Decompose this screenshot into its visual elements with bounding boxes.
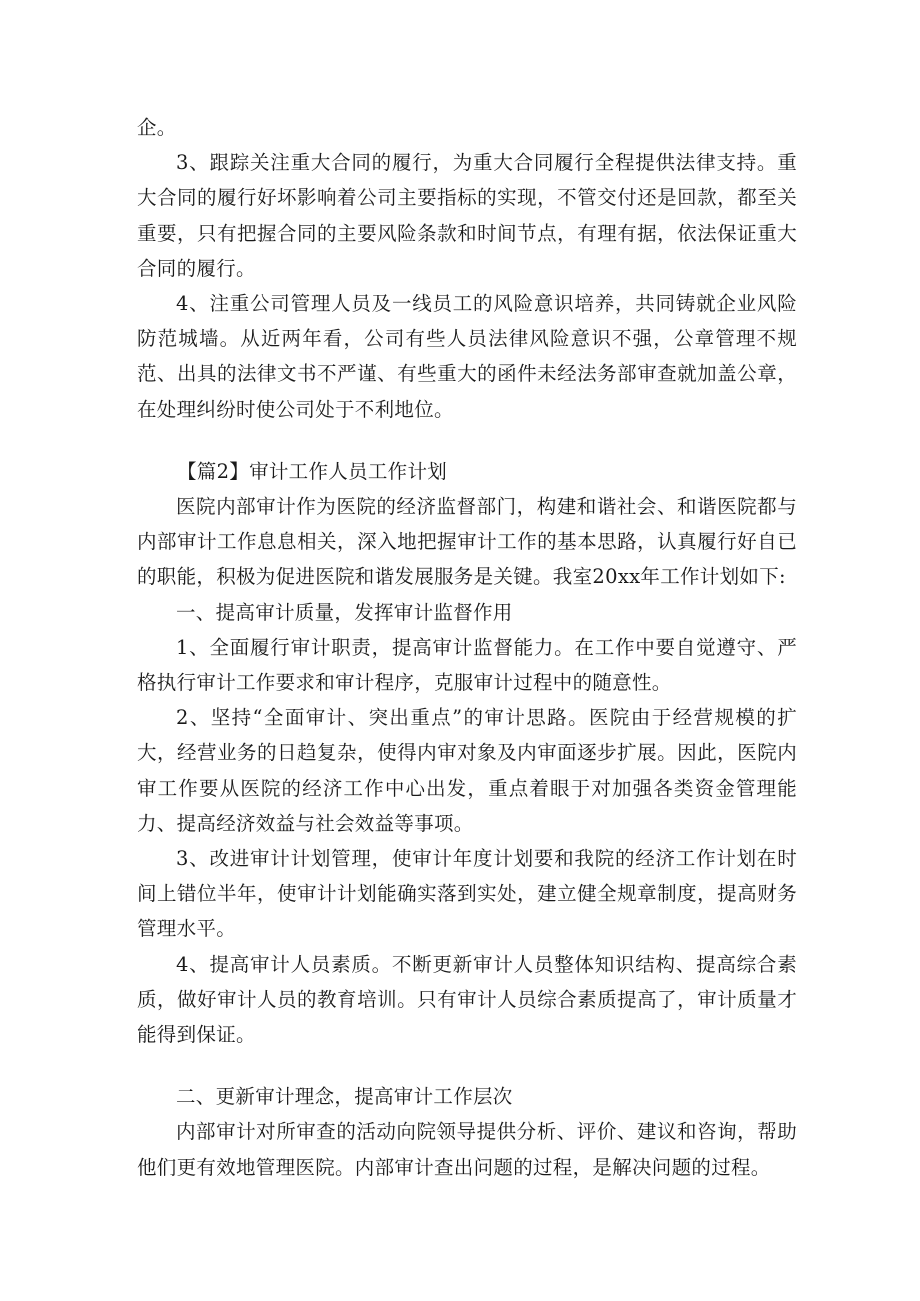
paragraph-item-1-duties: 1、全面履行审计职责，提高审计监督能力。在工作中要自觉遵守、严格执行审计工作要求和审计程序，克服审计过程中的随意性。 (137, 635, 797, 695)
paragraph-item-2-approach: 2、坚持“全面审计、突出重点”的审计思路。医院由于经营规模的扩大，经营业务的日趋复杂，使得内审对象及内审面逐步扩展。因此，医院内审工作要从医院的经济工作中心出发，重点着眼于对加强各类资金管理能力、提高经济效益与社会效益等事项。 (137, 706, 797, 835)
paragraph-item-4-risk-awareness: 4、注重公司管理人员及一线员工的风险意识培养，共同铸就企业风险防范城墙。从近两年看，公司有些人员法律风险意识不强，公章管理不规范、出具的法律文书不严谨、有些重大的函件未经法务部审查就加盖公章，在处理纠纷时使公司处于不利地位。 (137, 292, 797, 421)
subheading-one: 一、提高审计质量，发挥审计监督作用 (176, 600, 513, 624)
section-heading-part-2: 【篇2】审计工作人员工作计划 (176, 459, 448, 483)
document-body (137, 110, 797, 1185)
paragraph-item-4-quality: 4、提高审计人员素质。不断更新审计人员整体知识结构、提高综合素质，做好审计人员的教育培训。只有审计人员综合素质提高了，审计质量才能得到保证。 (137, 952, 797, 1047)
paragraph-item-3-planning: 3、改进审计计划管理，使审计年度计划要和我院的经济工作计划在时间上错位半年，使审计计划能确实落到实处，建立健全规章制度，提高财务管理水平。 (137, 847, 797, 941)
subheading-two: 二、更新审计理念，提高审计工作层次 (176, 1085, 513, 1109)
paragraph-intro: 医院内部审计作为医院的经济监督部门，构建和谐社会、和谐医院都与内部审计工作息息相关，深入地把握审计工作的基本思路，认真履行好自已的职能，积极为促进医院和谐发展服务是关键。我室20xx年工作计划如下: (137, 495, 797, 589)
paragraph-internal-audit: 内部审计对所审查的活动向院领导提供分析、评价、建议和咨询，帮助他们更有效地管理医院。内部审计查出问题的过程，是解决问题的过程。 (137, 1120, 797, 1179)
paragraph-continuation: 企。 (137, 116, 177, 139)
paragraph-item-3-contracts: 3、跟踪关注重大合同的履行，为重大合同履行全程提供法律支持。重大合同的履行好坏影响着公司主要指标的实现，不管交付还是回款，都至关重要，只有把握合同的主要风险条款和时间节点，有理有据，依法保证重大合同的履行。 (137, 151, 797, 280)
